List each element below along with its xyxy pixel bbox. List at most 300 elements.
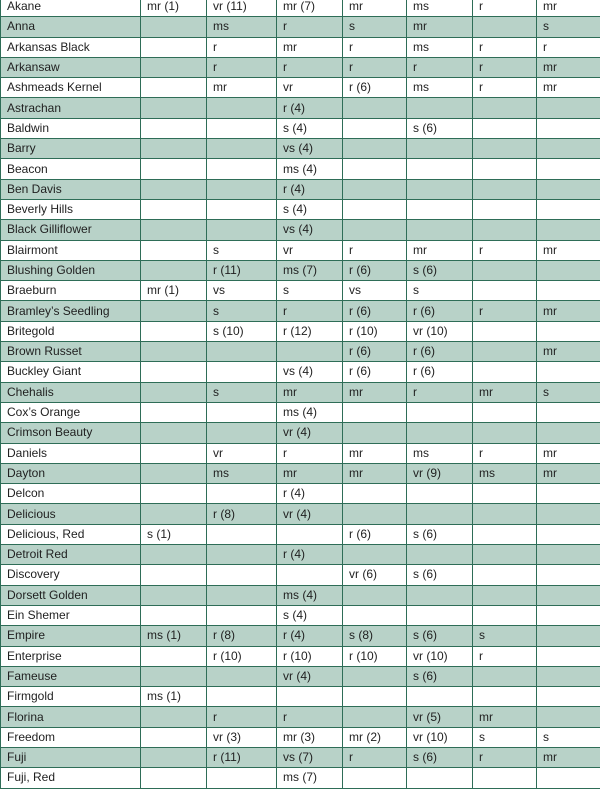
- rating-cell: [537, 768, 600, 788]
- table-row: [1, 139, 600, 159]
- rating-cell: [473, 118, 537, 138]
- rating-cell: [141, 179, 207, 199]
- rating-cell: ms (7): [277, 768, 343, 788]
- rating-cell: [407, 768, 473, 788]
- rating-cell: mr: [473, 707, 537, 727]
- table-row: [1, 443, 600, 463]
- rating-cell: [207, 545, 277, 565]
- rating-cell: vr (10): [407, 321, 473, 341]
- rating-cell: [407, 687, 473, 707]
- rating-cell: vr (6): [343, 565, 407, 585]
- rating-cell: r: [343, 37, 407, 57]
- table-row: [1, 362, 600, 382]
- rating-cell: [141, 585, 207, 605]
- rating-cell: vr (9): [407, 463, 473, 483]
- rating-cell: vr (10): [407, 727, 473, 747]
- rating-cell: [207, 199, 277, 219]
- rating-cell: vs: [343, 281, 407, 301]
- rating-cell: [207, 220, 277, 240]
- rating-cell: r (10): [343, 321, 407, 341]
- table-row: [1, 179, 600, 199]
- rating-cell: r (8): [207, 626, 277, 646]
- rating-cell: [207, 342, 277, 362]
- variety-name-cell: Firmgold: [1, 687, 141, 707]
- rating-cell: r (8): [207, 504, 277, 524]
- rating-cell: [473, 768, 537, 788]
- rating-cell: [141, 402, 207, 422]
- rating-cell: vr (10): [407, 646, 473, 666]
- variety-name-cell: Discovery: [1, 565, 141, 585]
- table-row: [1, 402, 600, 422]
- table-row: [1, 159, 600, 179]
- rating-cell: s (4): [277, 118, 343, 138]
- rating-cell: mr: [207, 78, 277, 98]
- rating-cell: r: [473, 443, 537, 463]
- rating-cell: [537, 220, 600, 240]
- rating-cell: s: [407, 281, 473, 301]
- rating-cell: [473, 199, 537, 219]
- rating-cell: [141, 118, 207, 138]
- rating-cell: [141, 57, 207, 77]
- rating-cell: [141, 605, 207, 625]
- rating-cell: s: [473, 727, 537, 747]
- rating-cell: [537, 626, 600, 646]
- rating-cell: r: [277, 443, 343, 463]
- rating-cell: r (6): [407, 301, 473, 321]
- rating-cell: s: [343, 17, 407, 37]
- rating-cell: [141, 321, 207, 341]
- rating-cell: [207, 605, 277, 625]
- rating-cell: [141, 423, 207, 443]
- rating-cell: s: [277, 281, 343, 301]
- rating-cell: ms: [207, 463, 277, 483]
- rating-cell: [141, 443, 207, 463]
- rating-cell: ms (4): [277, 159, 343, 179]
- table-row: [1, 545, 600, 565]
- rating-cell: [407, 402, 473, 422]
- variety-name-cell: Akane: [1, 0, 141, 17]
- rating-cell: [473, 687, 537, 707]
- rating-cell: [207, 423, 277, 443]
- rating-cell: [141, 747, 207, 767]
- rating-cell: [407, 545, 473, 565]
- rating-cell: [473, 159, 537, 179]
- rating-cell: [473, 565, 537, 585]
- variety-name-cell: Crimson Beauty: [1, 423, 141, 443]
- rating-cell: mr: [343, 463, 407, 483]
- rating-cell: [343, 402, 407, 422]
- rating-cell: r: [473, 301, 537, 321]
- rating-cell: r (4): [277, 626, 343, 646]
- rating-cell: [537, 281, 600, 301]
- rating-cell: ms: [407, 78, 473, 98]
- variety-name-cell: Empire: [1, 626, 141, 646]
- variety-name-cell: Ashmeads Kernel: [1, 78, 141, 98]
- table-row: [1, 687, 600, 707]
- rating-cell: vr: [277, 240, 343, 260]
- rating-cell: [537, 687, 600, 707]
- rating-cell: mr: [343, 443, 407, 463]
- rating-cell: [537, 646, 600, 666]
- rating-cell: ms: [407, 443, 473, 463]
- rating-cell: r (10): [343, 646, 407, 666]
- rating-cell: mr: [537, 463, 600, 483]
- rating-cell: r: [407, 57, 473, 77]
- rating-cell: r (6): [343, 78, 407, 98]
- rating-cell: [277, 565, 343, 585]
- rating-cell: r: [473, 747, 537, 767]
- rating-cell: [407, 199, 473, 219]
- rating-cell: r (6): [343, 301, 407, 321]
- rating-cell: r (6): [343, 260, 407, 280]
- rating-cell: ms: [407, 0, 473, 17]
- rating-cell: ms (4): [277, 585, 343, 605]
- rating-cell: [473, 666, 537, 686]
- rating-cell: [343, 707, 407, 727]
- rating-cell: r: [473, 78, 537, 98]
- variety-name-cell: Ben Davis: [1, 179, 141, 199]
- rating-cell: [407, 484, 473, 504]
- rating-cell: [343, 98, 407, 118]
- table-row: [1, 707, 600, 727]
- variety-name-cell: Cox’s Orange: [1, 402, 141, 422]
- rating-cell: [537, 423, 600, 443]
- table-row: [1, 17, 600, 37]
- variety-name-cell: Chehalis: [1, 382, 141, 402]
- table-body: [1, 0, 600, 788]
- rating-cell: mr: [537, 78, 600, 98]
- rating-cell: s (6): [407, 626, 473, 646]
- rating-cell: r (6): [343, 342, 407, 362]
- table-row: [1, 605, 600, 625]
- rating-cell: r: [473, 37, 537, 57]
- rating-cell: [141, 484, 207, 504]
- variety-name-cell: Arkansas Black: [1, 37, 141, 57]
- rating-cell: [537, 321, 600, 341]
- variety-name-cell: Anna: [1, 17, 141, 37]
- rating-cell: vr (5): [407, 707, 473, 727]
- rating-cell: vr: [207, 443, 277, 463]
- rating-cell: mr: [537, 342, 600, 362]
- rating-cell: r: [473, 240, 537, 260]
- table-row: [1, 524, 600, 544]
- table-row: [1, 260, 600, 280]
- rating-cell: ms: [407, 37, 473, 57]
- rating-cell: r (4): [277, 179, 343, 199]
- table-row: [1, 57, 600, 77]
- rating-cell: r: [537, 37, 600, 57]
- rating-cell: mr: [343, 382, 407, 402]
- rating-cell: r: [207, 57, 277, 77]
- rating-cell: [537, 402, 600, 422]
- rating-cell: [141, 260, 207, 280]
- rating-cell: [207, 98, 277, 118]
- table-row: [1, 382, 600, 402]
- rating-cell: s (8): [343, 626, 407, 646]
- rating-cell: [537, 118, 600, 138]
- table-row: [1, 666, 600, 686]
- rating-cell: vr (11): [207, 0, 277, 17]
- variety-name-cell: Beverly Hills: [1, 199, 141, 219]
- rating-cell: [537, 260, 600, 280]
- rating-cell: [141, 545, 207, 565]
- variety-name-cell: Fameuse: [1, 666, 141, 686]
- table-row: [1, 423, 600, 443]
- table-row: [1, 240, 600, 260]
- rating-cell: [343, 605, 407, 625]
- rating-cell: [473, 321, 537, 341]
- rating-cell: vr (4): [277, 423, 343, 443]
- rating-cell: s (6): [407, 565, 473, 585]
- rating-cell: [207, 484, 277, 504]
- rating-cell: ms (7): [277, 260, 343, 280]
- rating-cell: r: [277, 301, 343, 321]
- rating-cell: mr: [277, 37, 343, 57]
- rating-cell: vs (4): [277, 220, 343, 240]
- rating-cell: vr (4): [277, 504, 343, 524]
- rating-cell: r (4): [277, 484, 343, 504]
- rating-cell: ms (1): [141, 687, 207, 707]
- variety-name-cell: Braeburn: [1, 281, 141, 301]
- rating-cell: [141, 78, 207, 98]
- rating-cell: r (6): [407, 362, 473, 382]
- rating-cell: mr: [537, 57, 600, 77]
- rating-cell: mr: [537, 240, 600, 260]
- rating-cell: [207, 524, 277, 544]
- rating-cell: mr: [277, 382, 343, 402]
- table-row: [1, 78, 600, 98]
- rating-cell: s (4): [277, 605, 343, 625]
- rating-cell: [473, 605, 537, 625]
- rating-cell: [141, 240, 207, 260]
- rating-cell: [407, 98, 473, 118]
- variety-name-cell: Delcon: [1, 484, 141, 504]
- rating-cell: [473, 179, 537, 199]
- rating-cell: [473, 484, 537, 504]
- rating-cell: vr (4): [277, 666, 343, 686]
- rating-cell: s (10): [207, 321, 277, 341]
- rating-cell: ms: [473, 463, 537, 483]
- rating-cell: [537, 199, 600, 219]
- rating-cell: [141, 98, 207, 118]
- table-row: [1, 321, 600, 341]
- rating-cell: [141, 504, 207, 524]
- rating-cell: [141, 342, 207, 362]
- variety-name-cell: Fuji, Red: [1, 768, 141, 788]
- variety-name-cell: Black Gilliflower: [1, 220, 141, 240]
- table-row: [1, 768, 600, 788]
- rating-cell: mr (1): [141, 281, 207, 301]
- rating-cell: r (10): [277, 646, 343, 666]
- rating-cell: [141, 301, 207, 321]
- rating-cell: s: [473, 626, 537, 646]
- rating-cell: vs (7): [277, 747, 343, 767]
- rating-cell: [343, 504, 407, 524]
- variety-name-cell: Blushing Golden: [1, 260, 141, 280]
- rating-cell: [473, 342, 537, 362]
- rating-cell: [537, 545, 600, 565]
- rating-cell: [141, 139, 207, 159]
- rating-cell: mr: [537, 747, 600, 767]
- rating-cell: r (11): [207, 260, 277, 280]
- variety-name-cell: Britegold: [1, 321, 141, 341]
- rating-cell: [537, 565, 600, 585]
- rating-cell: r: [343, 747, 407, 767]
- rating-cell: [141, 768, 207, 788]
- rating-cell: r (10): [207, 646, 277, 666]
- rating-cell: s (1): [141, 524, 207, 544]
- rating-cell: [473, 139, 537, 159]
- rating-cell: [277, 524, 343, 544]
- rating-cell: [473, 220, 537, 240]
- rating-cell: s (6): [407, 747, 473, 767]
- rating-cell: [207, 159, 277, 179]
- rating-cell: vs (4): [277, 362, 343, 382]
- variety-name-cell: Ein Shemer: [1, 605, 141, 625]
- rating-cell: [207, 585, 277, 605]
- rating-cell: [407, 504, 473, 524]
- variety-name-cell: Delicious, Red: [1, 524, 141, 544]
- rating-cell: vr: [277, 78, 343, 98]
- rating-cell: [343, 768, 407, 788]
- rating-cell: mr: [343, 0, 407, 17]
- rating-cell: r: [207, 37, 277, 57]
- rating-cell: [343, 220, 407, 240]
- rating-cell: r: [343, 57, 407, 77]
- rating-cell: [141, 199, 207, 219]
- rating-cell: [537, 585, 600, 605]
- rating-cell: [473, 524, 537, 544]
- rating-cell: [207, 118, 277, 138]
- rating-cell: [141, 707, 207, 727]
- rating-cell: mr: [407, 240, 473, 260]
- rating-cell: [473, 17, 537, 37]
- rating-cell: [141, 220, 207, 240]
- rating-cell: [407, 139, 473, 159]
- rating-cell: s (6): [407, 524, 473, 544]
- rating-cell: [207, 139, 277, 159]
- rating-cell: r: [277, 17, 343, 37]
- table-row: [1, 484, 600, 504]
- rating-cell: [473, 423, 537, 443]
- rating-cell: ms (1): [141, 626, 207, 646]
- table-row: [1, 199, 600, 219]
- table-row: [1, 301, 600, 321]
- rating-cell: r (6): [343, 524, 407, 544]
- variety-name-cell: Barry: [1, 139, 141, 159]
- rating-cell: s (4): [277, 199, 343, 219]
- variety-name-cell: Blairmont: [1, 240, 141, 260]
- rating-cell: s: [207, 382, 277, 402]
- rating-cell: [141, 463, 207, 483]
- rating-cell: [207, 565, 277, 585]
- rating-cell: r (11): [207, 747, 277, 767]
- table-row: [1, 646, 600, 666]
- table-row: [1, 626, 600, 646]
- table-row: [1, 585, 600, 605]
- rating-cell: [277, 687, 343, 707]
- rating-cell: [537, 504, 600, 524]
- rating-cell: s: [537, 727, 600, 747]
- rating-cell: [141, 646, 207, 666]
- rating-cell: s: [207, 301, 277, 321]
- variety-name-cell: Bramley’s Seedling: [1, 301, 141, 321]
- table-row: [1, 220, 600, 240]
- rating-cell: s: [537, 17, 600, 37]
- rating-cell: vs: [207, 281, 277, 301]
- rating-cell: r (12): [277, 321, 343, 341]
- variety-name-cell: Arkansaw: [1, 57, 141, 77]
- table-row: [1, 281, 600, 301]
- table-row: [1, 98, 600, 118]
- rating-cell: [343, 423, 407, 443]
- table-row: [1, 565, 600, 585]
- variety-name-cell: Beacon: [1, 159, 141, 179]
- rating-cell: s (6): [407, 260, 473, 280]
- variety-name-cell: Brown Russet: [1, 342, 141, 362]
- rating-cell: [473, 504, 537, 524]
- variety-name-cell: Dayton: [1, 463, 141, 483]
- variety-name-cell: Astrachan: [1, 98, 141, 118]
- rating-cell: s (6): [407, 666, 473, 686]
- rating-cell: [343, 118, 407, 138]
- variety-name-cell: Detroit Red: [1, 545, 141, 565]
- rating-cell: [207, 666, 277, 686]
- rating-cell: [537, 179, 600, 199]
- rating-cell: [537, 666, 600, 686]
- rating-cell: [473, 281, 537, 301]
- variety-name-cell: Daniels: [1, 443, 141, 463]
- rating-cell: [141, 37, 207, 57]
- rating-cell: s (6): [407, 118, 473, 138]
- rating-cell: [537, 362, 600, 382]
- rating-cell: [473, 362, 537, 382]
- table-row: [1, 342, 600, 362]
- rating-cell: ms (4): [277, 402, 343, 422]
- rating-cell: mr (1): [141, 0, 207, 17]
- rating-cell: mr: [537, 443, 600, 463]
- rating-cell: [473, 545, 537, 565]
- rating-cell: r: [277, 707, 343, 727]
- rating-cell: [141, 159, 207, 179]
- rating-cell: [207, 362, 277, 382]
- rating-cell: [537, 524, 600, 544]
- rating-cell: mr (7): [277, 0, 343, 17]
- rating-cell: [343, 545, 407, 565]
- rating-cell: [207, 768, 277, 788]
- table-row: [1, 504, 600, 524]
- table-row: [1, 37, 600, 57]
- rating-cell: [537, 605, 600, 625]
- rating-cell: mr (2): [343, 727, 407, 747]
- rating-cell: [277, 342, 343, 362]
- table-row: [1, 463, 600, 483]
- rating-cell: r (4): [277, 545, 343, 565]
- rating-cell: r: [407, 382, 473, 402]
- table-row: [1, 747, 600, 767]
- table-row: [1, 0, 600, 17]
- variety-name-cell: Fuji: [1, 747, 141, 767]
- rating-cell: [141, 17, 207, 37]
- rating-cell: [343, 159, 407, 179]
- variety-name-cell: Delicious: [1, 504, 141, 524]
- rating-cell: r: [207, 707, 277, 727]
- rating-cell: [407, 605, 473, 625]
- rating-cell: mr: [537, 0, 600, 17]
- rating-cell: [473, 585, 537, 605]
- rating-cell: [343, 666, 407, 686]
- rating-cell: r: [473, 646, 537, 666]
